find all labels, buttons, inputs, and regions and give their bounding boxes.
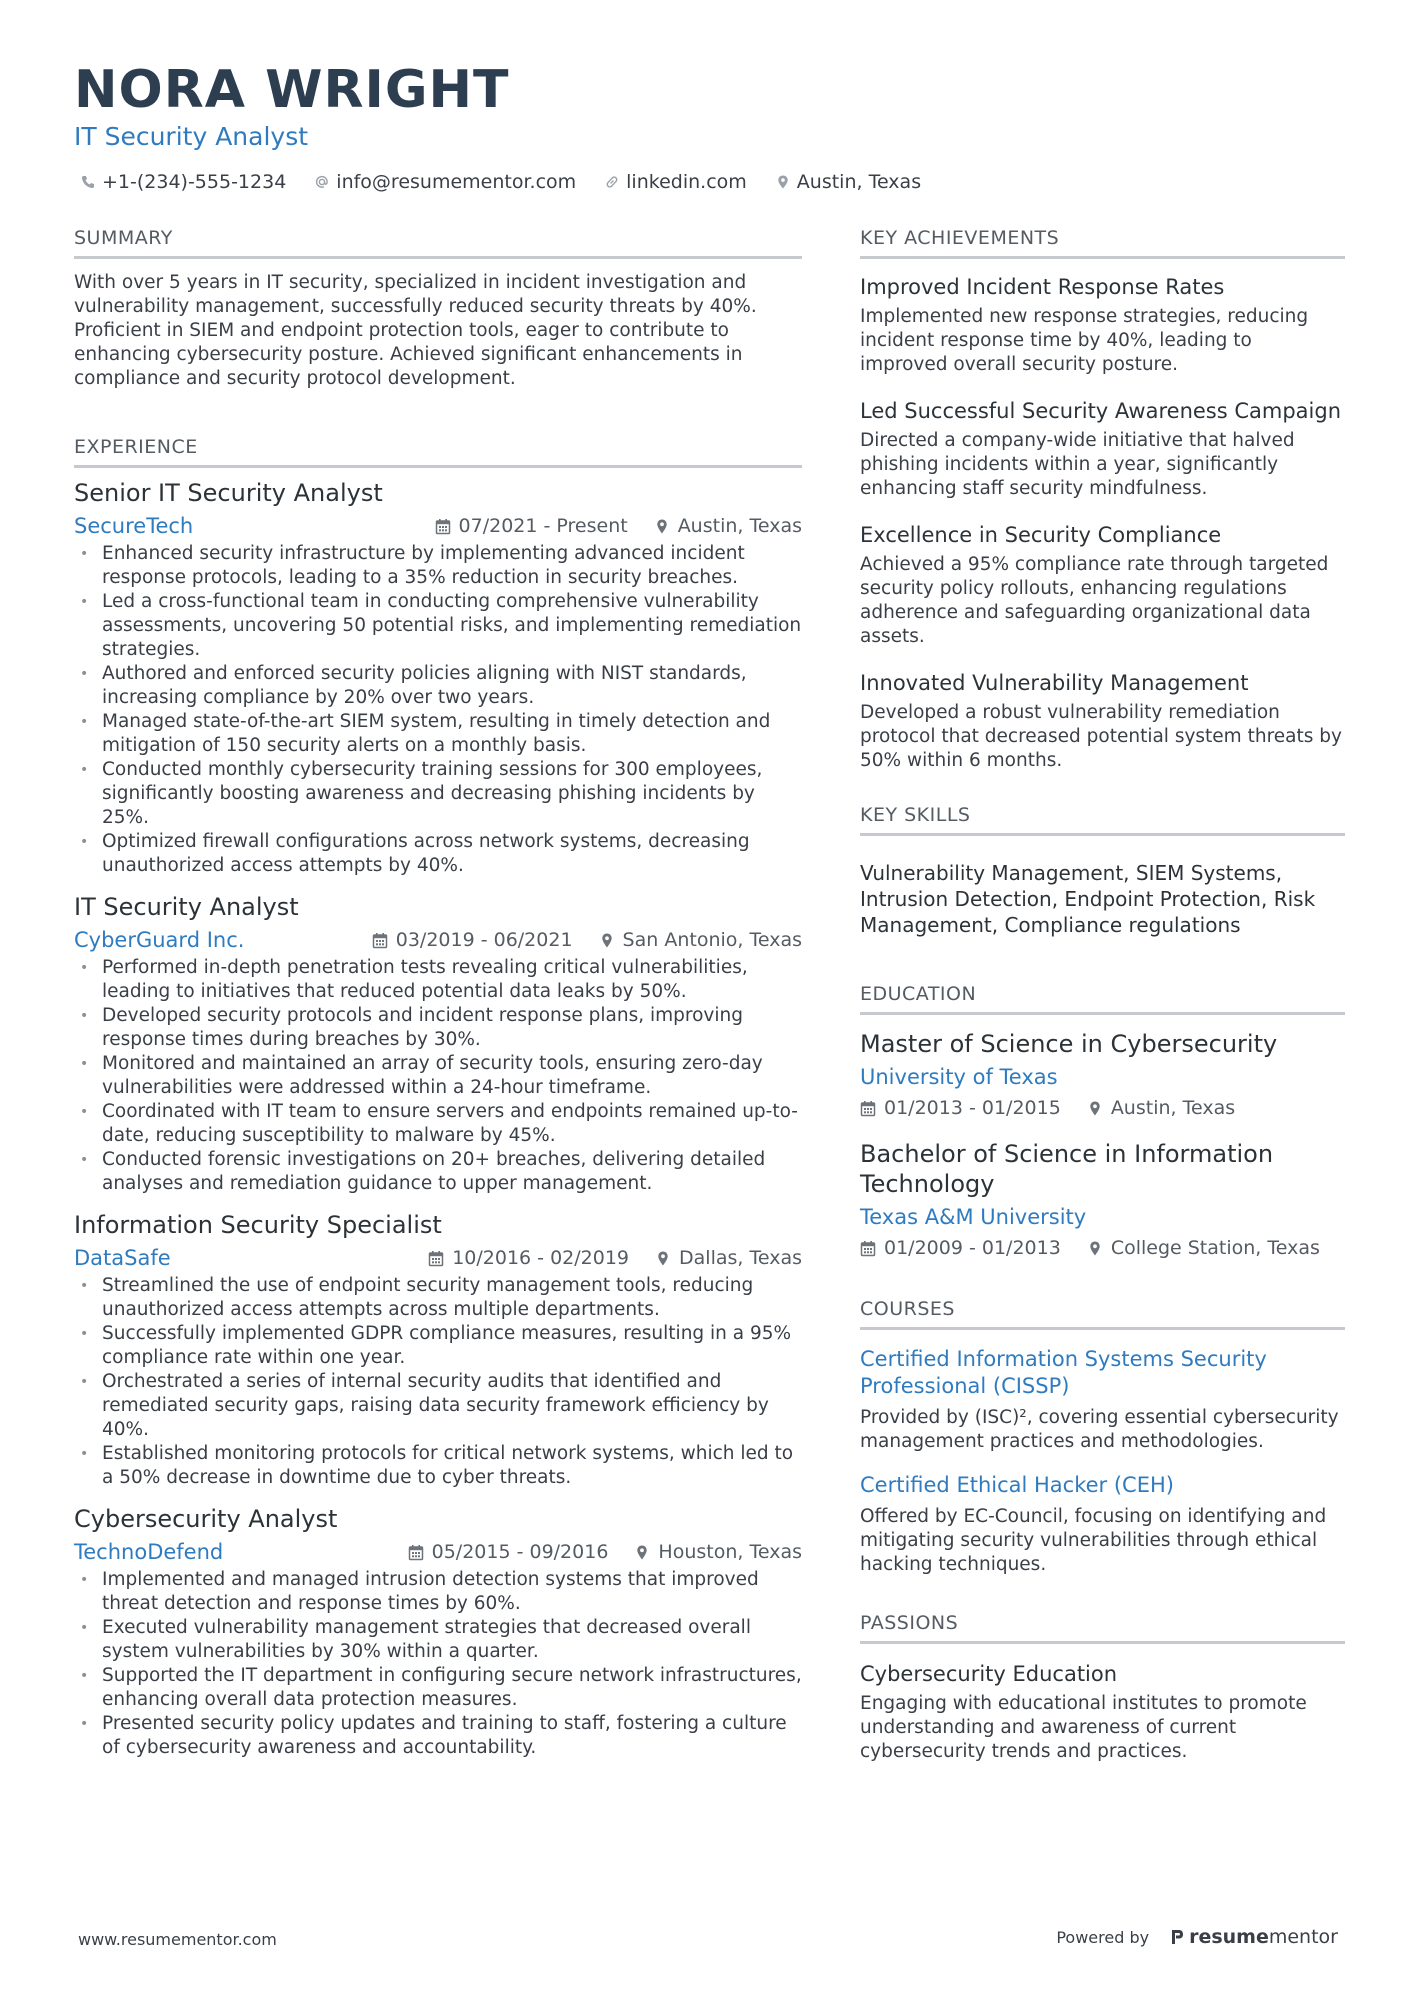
footer-website[interactable]: www.resumementor.com xyxy=(78,1930,277,1949)
passions-section xyxy=(860,1611,1345,1764)
courses-heading: COURSES xyxy=(860,1297,1345,1330)
phone-icon xyxy=(80,174,96,190)
bullet-item: • Developed security protocols and incident response plans, improving response times during breaches by 30%. xyxy=(74,1004,802,1052)
achievement-text: Implemented new response strategies, reducing incident response time by 40%, leading to improved overall security posture. xyxy=(860,306,1309,375)
contact-linkedin-text[interactable]: linkedin.com xyxy=(626,171,747,193)
education-location-text: College Station, Texas xyxy=(1110,1237,1320,1259)
contact-linkedin xyxy=(604,170,747,194)
bullet-item: • Presented security policy updates and training to staff, fostering a culture of cybersecurity awareness and accountability. xyxy=(74,1712,802,1760)
calendar-icon xyxy=(372,932,388,949)
calendar-icon xyxy=(428,1250,444,1267)
calendar-icon xyxy=(435,518,451,535)
contact-bar xyxy=(80,170,921,194)
job-dates xyxy=(408,1539,609,1565)
link-icon xyxy=(604,174,620,190)
job-title: Cybersecurity Analyst xyxy=(74,1505,338,1533)
job-title: Senior IT Security Analyst xyxy=(74,479,383,507)
contact-email xyxy=(314,170,576,194)
job-title: IT Security Analyst xyxy=(74,893,299,921)
bullet-item: • Optimized firewall configurations across network systems, decreasing unauthorized access attempts by 40%. xyxy=(74,830,802,878)
bullet-item: • Led a cross-functional team in conducting comprehensive vulnerability assessments, uncovering 50 potential risks, and implementing remediation strategies. xyxy=(74,590,802,662)
course-item xyxy=(860,1472,1345,1577)
job-meta xyxy=(74,1244,802,1272)
location-pin-icon xyxy=(599,932,615,949)
job-dates-text: 07/2021 - Present xyxy=(458,515,628,537)
skills-text: Vulnerability Management, SIEM Systems, Intrusion Detection, Endpoint Protection, Risk Management, Compliance regulations xyxy=(860,861,1316,937)
location-pin-icon xyxy=(634,1544,650,1561)
right-column xyxy=(860,226,1345,1804)
achievement-text: Achieved a 95% compliance rate through targeted security policy rollouts, enhancing regulations adherence and safeguarding organizational data assets. xyxy=(860,554,1329,647)
passion-text: Engaging with educational institutes to promote understanding and awareness of current cybersecurity trends and practices. xyxy=(860,1693,1307,1762)
achievements-section xyxy=(860,226,1345,773)
calendar-icon xyxy=(408,1544,424,1561)
achievement-title: Innovated Vulnerability Management xyxy=(860,671,1249,695)
bullet-item: • Supported the IT department in configuring secure network infrastructures, enhancing overall data protection measures. xyxy=(74,1664,802,1712)
achievement-text: Developed a robust vulnerability remediation protocol that decreased potential system threats by 50% within 6 months. xyxy=(860,702,1342,771)
footer-branding xyxy=(1056,1926,1338,1948)
job-location xyxy=(599,927,802,953)
contact-phone-text: +1-(234)-555-1234 xyxy=(102,171,287,193)
bullet-item: • Managed state-of-the-art SIEM system, resulting in timely detection and mitigation of 150 security alerts on a monthly basis. xyxy=(74,710,802,758)
education-section xyxy=(860,982,1345,1261)
education-heading: EDUCATION xyxy=(860,982,1345,1015)
achievement-title: Improved Incident Response Rates xyxy=(860,275,1225,299)
job-meta xyxy=(74,1538,802,1566)
job-meta-right xyxy=(408,1539,802,1565)
achievement-item xyxy=(860,521,1345,649)
calendar-icon xyxy=(860,1240,876,1257)
courses-section xyxy=(860,1297,1345,1577)
job-dates xyxy=(372,927,573,953)
contact-phone xyxy=(80,170,286,194)
job-location-text: Dallas, Texas xyxy=(679,1247,802,1269)
job-bullets xyxy=(74,956,802,1196)
location-pin-icon xyxy=(775,174,791,190)
powered-by-label: Powered by xyxy=(1056,1927,1150,1947)
location-pin-icon xyxy=(1087,1100,1103,1117)
bullet-item: • Executed vulnerability management strategies that decreased overall system vulnerabilities by 30% within a quarter. xyxy=(74,1616,802,1664)
job-dates xyxy=(428,1245,629,1271)
achievement-item xyxy=(860,273,1345,377)
passion-item xyxy=(860,1660,1345,1764)
education-location-text: Austin, Texas xyxy=(1110,1097,1236,1119)
job-location xyxy=(654,513,802,539)
job-title: Information Security Specialist xyxy=(74,1211,442,1239)
job-meta xyxy=(74,512,802,540)
passion-title: Cybersecurity Education xyxy=(860,1662,1118,1686)
achievement-item xyxy=(860,397,1345,501)
job-location-text: San Antonio, Texas xyxy=(622,929,802,951)
passions-heading: PASSIONS xyxy=(860,1611,1345,1644)
job-location xyxy=(634,1539,802,1565)
education-dates xyxy=(860,1095,1061,1121)
school-name: Texas A&M University xyxy=(860,1205,1087,1229)
course-text: Offered by EC-Council, focusing on identifying and mitigating security vulnerabilities through ethical hacking techniques. xyxy=(860,1506,1327,1575)
school-name: University of Texas xyxy=(860,1065,1058,1089)
candidate-role: IT Security Analyst xyxy=(74,122,309,151)
candidate-name: NORA WRIGHT xyxy=(74,60,510,120)
location-pin-icon xyxy=(654,518,670,535)
course-title: Certified Information Systems Security Professional (CISSP) xyxy=(860,1347,1267,1398)
education-location xyxy=(1087,1095,1235,1121)
bullet-item: • Streamlined the use of endpoint security management tools, reducing unauthorized access attempts across multiple departments. xyxy=(74,1274,802,1322)
bullet-item: • Successfully implemented GDPR compliance measures, resulting in a 95% compliance rate within one year. xyxy=(74,1322,802,1370)
brand-name-bold: resume xyxy=(1189,1926,1269,1948)
bullet-item: • Conducted monthly cybersecurity training sessions for 300 employees, significantly boosting awareness and decreasing phishing incidents by 25%. xyxy=(74,758,802,830)
bullet-item: • Enhanced security infrastructure by implementing advanced incident response protocols, leading to a 35% reduction in security breaches. xyxy=(74,542,802,590)
bullet-item: • Orchestrated a series of internal security audits that identified and remediated security gaps, raising data security framework efficiency by 40%. xyxy=(74,1370,802,1442)
resumementor-logo-icon xyxy=(1169,1927,1185,1947)
company-name: TechnoDefend xyxy=(74,1540,224,1564)
company-name: DataSafe xyxy=(74,1246,171,1270)
bullet-item: • Coordinated with IT team to ensure servers and endpoints remained up-to-date, reducing susceptibility to malware by 45%. xyxy=(74,1100,802,1148)
job-dates-text: 10/2016 - 02/2019 xyxy=(452,1247,630,1269)
education-item xyxy=(860,1029,1345,1121)
education-dates xyxy=(860,1235,1061,1261)
education-meta xyxy=(860,1235,1345,1261)
at-icon xyxy=(314,174,330,190)
course-item xyxy=(860,1346,1345,1454)
job-dates-text: 03/2019 - 06/2021 xyxy=(395,929,573,951)
location-pin-icon xyxy=(1087,1240,1103,1257)
course-title: Certified Ethical Hacker (CEH) xyxy=(860,1473,1174,1497)
contact-location xyxy=(775,170,921,194)
contact-location-text: Austin, Texas xyxy=(796,171,922,193)
course-text: Provided by (ISC)², covering essential cybersecurity management practices and methodologies. xyxy=(860,1407,1339,1452)
achievements-heading: KEY ACHIEVEMENTS xyxy=(860,226,1345,259)
achievement-text: Directed a company-wide initiative that halved phishing incidents within a year, significantly enhancing staff security mindfulness. xyxy=(860,430,1295,499)
company-name: SecureTech xyxy=(74,514,194,538)
summary-text: With over 5 years in IT security, specialized in incident investigation and vulnerability management, successfully reduced security threats by 40%. Proficient in SIEM and endpoint protection tools, eager to contribute to enhancing cybersecurity posture. Achieved significant enhancements in compliance and security protocol development. xyxy=(74,272,757,389)
contact-email-text[interactable]: info@resumementor.com xyxy=(336,171,577,193)
experience-heading: EXPERIENCE xyxy=(74,435,802,468)
education-dates-text: 01/2013 - 01/2015 xyxy=(884,1097,1061,1119)
summary-section xyxy=(74,226,802,391)
left-column xyxy=(74,226,802,1800)
job-entry xyxy=(74,478,802,878)
job-entry xyxy=(74,892,802,1196)
job-bullets xyxy=(74,542,802,878)
achievement-title: Led Successful Security Awareness Campaign xyxy=(860,399,1342,423)
job-meta xyxy=(74,926,802,954)
bullet-item: • Implemented and managed intrusion detection systems that improved threat detection and response times by 60%. xyxy=(74,1568,802,1616)
summary-heading: SUMMARY xyxy=(74,226,802,259)
job-bullets xyxy=(74,1568,802,1760)
location-pin-icon xyxy=(655,1250,671,1267)
job-meta-right xyxy=(428,1245,802,1271)
bullet-item: • Established monitoring protocols for critical network systems, which led to a 50% decrease in downtime due to cyber threats. xyxy=(74,1442,802,1490)
job-meta-right xyxy=(435,513,802,539)
brand-name-rest: mentor xyxy=(1268,1926,1338,1948)
brand-logo[interactable] xyxy=(1169,1926,1338,1948)
education-meta xyxy=(860,1095,1345,1121)
job-location-text: Houston, Texas xyxy=(658,1541,802,1563)
job-entry xyxy=(74,1504,802,1760)
bullet-item: • Conducted forensic investigations on 20+ breaches, delivering detailed analyses and remediation guidance to upper management. xyxy=(74,1148,802,1196)
education-location xyxy=(1087,1235,1320,1261)
achievement-title: Excellence in Security Compliance xyxy=(860,523,1222,547)
job-meta-right xyxy=(372,927,802,953)
achievement-item xyxy=(860,669,1345,773)
job-location xyxy=(655,1245,802,1271)
skills-heading: KEY SKILLS xyxy=(860,803,1345,836)
skills-section xyxy=(860,803,1345,938)
experience-section xyxy=(74,435,802,1760)
company-name: CyberGuard Inc. xyxy=(74,928,245,952)
education-dates-text: 01/2009 - 01/2013 xyxy=(884,1237,1061,1259)
bullet-item: • Monitored and maintained an array of security tools, ensuring zero-day vulnerabilities were addressed within a 24-hour timeframe. xyxy=(74,1052,802,1100)
bullet-item: • Performed in-depth penetration tests revealing critical vulnerabilities, leading to initiatives that reduced potential data leaks by 50%. xyxy=(74,956,802,1004)
degree-title: Bachelor of Science in Information Technology xyxy=(860,1140,1274,1198)
degree-title: Master of Science in Cybersecurity xyxy=(860,1030,1278,1058)
job-dates xyxy=(435,513,628,539)
calendar-icon xyxy=(860,1100,876,1117)
bullet-item: • Authored and enforced security policies aligning with NIST standards, increasing compliance by 20% over two years. xyxy=(74,662,802,710)
job-bullets xyxy=(74,1274,802,1490)
job-entry xyxy=(74,1210,802,1490)
job-dates-text: 05/2015 - 09/2016 xyxy=(431,1541,609,1563)
job-location-text: Austin, Texas xyxy=(677,515,802,537)
education-item xyxy=(860,1139,1345,1261)
